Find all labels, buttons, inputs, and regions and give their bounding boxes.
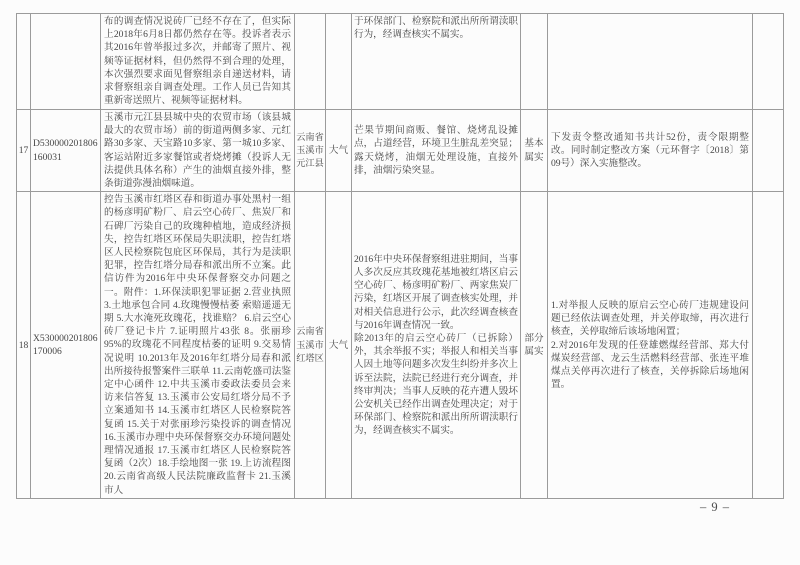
validity-cell — [521, 14, 548, 110]
complaint-content-cell: 玉溪市元江县县城中央的农贸市场（该县城最大的农贸市场）前的街道两侧多家、元红路30多家、天宝路10多家、第一城10多家、客运站附近多家餐馆或者烧烤摊（投诉人无法提供具体名称）产生的油烟直接外排，整条街道弥漫油烟味道。 — [101, 110, 295, 192]
case-id-cell: D530000201806160031 — [31, 110, 101, 192]
verification-paragraph: 于环保部门、检察院和派出所所谓渎职行为，经调查核实不属实。 — [354, 16, 518, 41]
pollution-type-cell: 大气 — [326, 110, 352, 192]
location-cell: 云南省玉溪市红塔区 — [295, 192, 326, 499]
location-cell: 云南省玉溪市元江县 — [295, 110, 326, 192]
table-row-17 — [17, 110, 784, 192]
case-id-cell — [31, 14, 101, 110]
serial-cell — [17, 14, 31, 110]
measures-paragraph-1: 1.对举报人反映的原启云空心砖厂违规建设问题已经依法调查处理，并关停取缔，再次进行核查，关停取缔后该场地闲置； — [551, 300, 749, 338]
serial-cell: 17 — [17, 110, 31, 192]
complaint-content-cell: 控告玉溪市红塔区春和街道办事处黑村一组的杨彦明矿粉厂、启云空心砖厂、焦炭厂和石碑厂污染自己的玫瑰种植地，造成经济损失，控告红塔区环保局失职渎职，控告红塔区人民检察院包庇区环保局，其行为是渎职犯罪，控告红塔分局春和派出所不立案。此信访件为2016年中央环保督察交办问题之一。附件：1.环保渎职犯罪证据 2.营业执照 3.土地承包合同 4.玫瑰慢慢枯萎 索赔遥遥无期 5.大水淹死玫瑰花，找谁赔？ 6.启云空心砖厂登记卡片 7.证明照片43张 8。张丽珍95%的玫瑰花不同程度枯萎的证明 9.交易情况说明 10.2013年及2016年红塔分局春和派出所接待报警案件三联单 11.云南乾盛司法鉴定中心函件 12.中共玉溪市委政法委员会来访来信答复 13.玉溪市公安局红塔分局不予立案通知书 14.玉溪市红塔区人民检察院答复函 15.关于对张丽珍污染投诉的调查情况 16.玉溪市办理中央环保督察交办环境问题处理情况通报 17.玉溪市红塔区人民检察院答复函（2次）18.手绘地图一张 19.上访流程图 20.云南省高级人民法院廉政监督卡 21.玉溪市人 — [101, 192, 295, 499]
verification-cell — [352, 14, 521, 110]
measures-paragraph-2: 2.对2016年发现的任登雄燃煤经营部、郑大付煤炭经营部、龙云生活燃料经营部、张连平堆煤点关停再次进行了核查，关停拆除后场地闲置。 — [551, 339, 749, 391]
case-id-cell: X530000201806170006 — [31, 192, 101, 499]
measures-cell: 下发责令整改通知书共计52份，责令限期整改。同时制定整改方案（元环督字〔2018〕第09号）深入实施整改。 — [548, 110, 753, 192]
remark-cell — [753, 192, 784, 499]
validity-cell: 部分属实 — [521, 192, 548, 499]
page-number: – 9 – — [700, 500, 730, 514]
remark-cell — [753, 14, 784, 110]
verification-paragraph-2: 除2013年的启云空心砖厂（已拆除）外，其余举报不实；举报人和相关当事人因土地等问题多次发生纠纷并多次上诉至法院，法院已经进行充分调查，并终审判决；当事人反映的花卉遭人毁坏公安机关已经作出调查处理决定；对于环保部门、检察院和派出所所谓渎职行为，经调查核实不属实。 — [354, 333, 518, 437]
pollution-type-cell — [326, 14, 352, 110]
serial-cell: 18 — [17, 192, 31, 499]
verification-paragraph-1: 2016年中央环保督察组进驻期间，当事人多次反应其玫瑰花基地被红塔区启云空心砖厂、杨彦明矿粉厂、两家焦炭厂污染，红塔区开展了调查核实处理，并对相关信息进行公示，此次经调查核查与2016年调查情况一致。 — [354, 253, 518, 331]
table-row-continued — [17, 14, 784, 110]
verification-paragraph: 芒果节期间商贩、餐馆、烧烤乱设摊点，占道经营，环境卫生脏乱差突显；露天烧烤，油烟无处理设施，直接外排，油烟污染突显。 — [354, 125, 518, 176]
validity-cell: 基本属实 — [521, 110, 548, 192]
inspection-cases-table — [16, 13, 784, 499]
table-row-18 — [17, 192, 784, 499]
remark-cell — [753, 110, 784, 192]
complaint-content-cell: 布的调查情况说砖厂已经不存在了，但实际上2018年6月8日都仍然存在等。投诉者表示其2016年曾举报过多次，并邮寄了照片、视频等证据材料，但仍然得不到合理的处理，本次强烈要求面见督察组亲自递送材料，请求督察组亲自调查处理。工作人员已告知其重新寄送照片、视频等证据材料。 — [101, 14, 295, 110]
verification-cell — [352, 110, 521, 192]
measures-cell — [548, 14, 753, 110]
pollution-type-cell: 大气 — [326, 192, 352, 499]
location-cell — [295, 14, 326, 110]
verification-cell — [352, 192, 521, 499]
measures-cell — [548, 192, 753, 499]
